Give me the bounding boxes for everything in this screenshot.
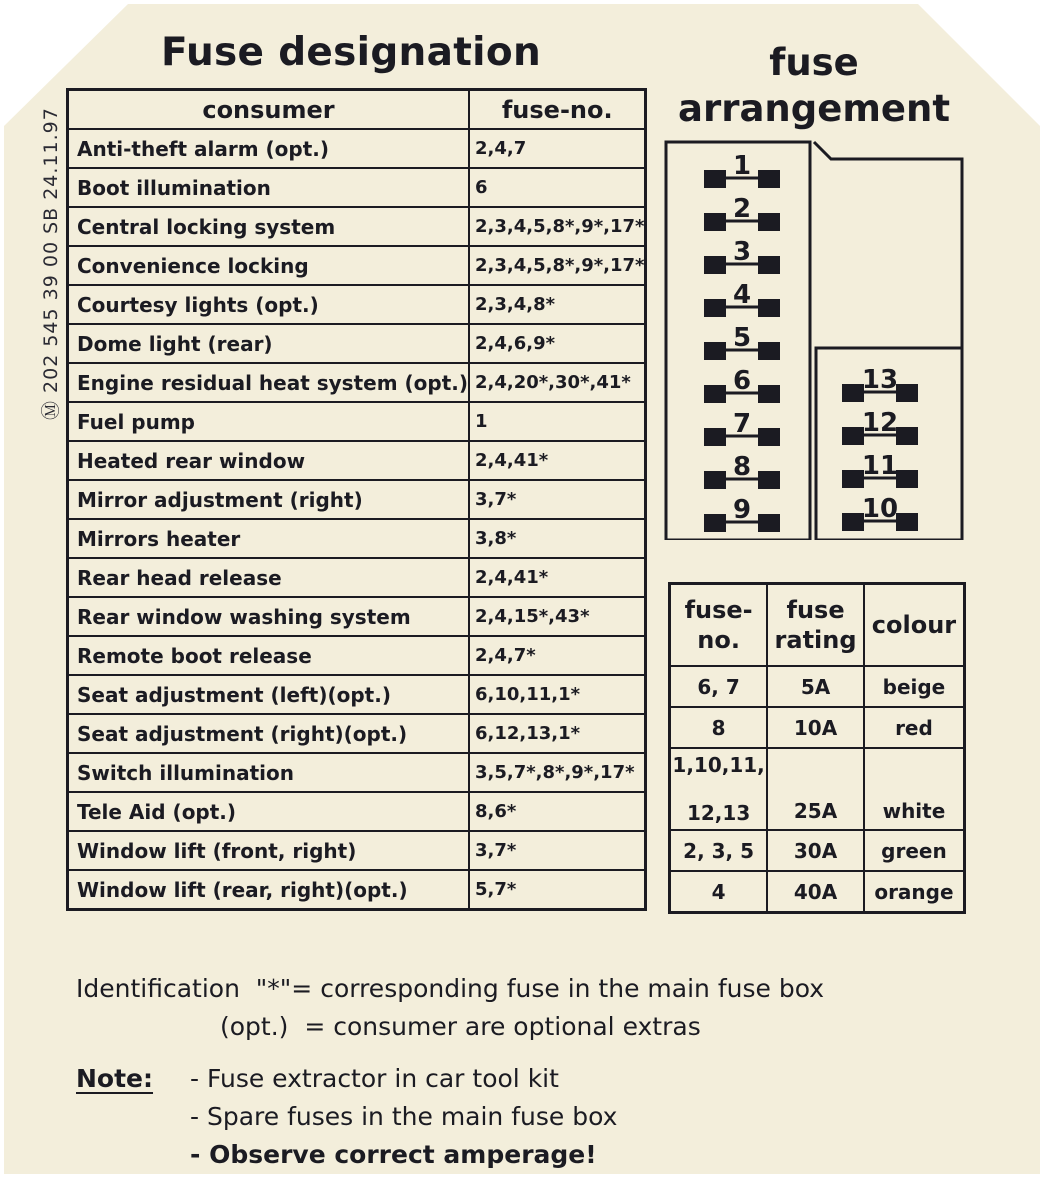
- fuse-slot: [704, 280, 780, 317]
- consumer-cell: Switch illumination: [68, 753, 470, 792]
- table-row: [68, 402, 646, 441]
- table-header-row: [68, 90, 646, 130]
- fuse-terminal-right: [758, 428, 780, 446]
- rating-colour-text: white: [882, 799, 946, 823]
- consumer-cell: Courtesy lights (opt.): [68, 285, 470, 324]
- table-row: [68, 168, 646, 207]
- rating-row: [670, 830, 965, 871]
- rating-fuse-no-header-line-2: no.: [697, 626, 740, 654]
- colour-header: colour: [864, 584, 965, 667]
- table-row: [68, 441, 646, 480]
- colour-cell: beige: [864, 666, 965, 707]
- table-row: [68, 558, 646, 597]
- consumer-cell: Window lift (front, right): [68, 831, 470, 870]
- fuse-slot: [842, 494, 918, 531]
- fuse-number-label: 2: [732, 194, 752, 224]
- consumer-cell: Tele Aid (opt.): [68, 792, 470, 831]
- fuse-terminal-left: [704, 299, 726, 317]
- fuse-slot: [704, 151, 780, 188]
- rating-row: [670, 748, 965, 830]
- fuse-number-label: 13: [861, 365, 899, 395]
- rating-fuse-no-cell: 2, 3, 5: [670, 830, 768, 871]
- note-spare-fuses: - Spare fuses in the main fuse box: [190, 1102, 618, 1131]
- fuse-no-cell: 2,4,15*,43*: [469, 597, 646, 636]
- fuse-slot: [704, 366, 780, 403]
- note-label: Note:: [76, 1064, 154, 1093]
- fuse-number-label: 10: [861, 494, 899, 524]
- fuse-no-cell: 2,4,7: [469, 129, 646, 168]
- fuse-no-cell: 2,4,20*,30*,41*: [469, 363, 646, 402]
- fuse-terminal-right: [758, 385, 780, 403]
- fuse-number-label: 11: [861, 451, 899, 481]
- fuse-terminal-right: [758, 514, 780, 532]
- consumer-cell: Engine residual heat system (opt.): [68, 363, 470, 402]
- fuse-number-label: 12: [861, 408, 899, 438]
- part-number-code: Ⓜ 202 545 39 00 SB 24.11.97: [40, 107, 62, 420]
- note-observe-amperage: - Observe correct amperage!: [190, 1140, 597, 1169]
- fuse-terminal-left: [704, 256, 726, 274]
- consumer-cell: Fuel pump: [68, 402, 470, 441]
- fuse-no-cell: 1: [469, 402, 646, 441]
- fuse-terminal-left: [842, 384, 864, 402]
- fuse-arrangement-diagram: [664, 140, 964, 540]
- consumer-header: consumer: [68, 90, 470, 130]
- fuse-terminal-right: [896, 470, 918, 488]
- table-row: [68, 792, 646, 831]
- identification-legend: Identification "*"= corresponding fuse in the main fuse box: [76, 974, 825, 1003]
- consumer-cell: Central locking system: [68, 207, 470, 246]
- fuse-number-label: 3: [732, 237, 752, 267]
- fuse-slot: [704, 495, 780, 532]
- fuse-rating-header-line-2: rating: [774, 626, 857, 654]
- table-row: [68, 129, 646, 168]
- fuse-terminal-left: [704, 342, 726, 360]
- fuse-terminal-right: [758, 256, 780, 274]
- fuse-terminal-right: [758, 170, 780, 188]
- fuse-number-label: 5: [732, 323, 752, 353]
- fuse-no-cell: 3,7*: [469, 480, 646, 519]
- fuse-slot: [842, 408, 918, 445]
- fuse-no-cell: 6: [469, 168, 646, 207]
- consumer-cell: Anti-theft alarm (opt.): [68, 129, 470, 168]
- fuse-terminal-left: [704, 428, 726, 446]
- fuse-no-cell: 6,10,11,1*: [469, 675, 646, 714]
- fuse-arrangement-title: [664, 40, 964, 132]
- fuse-slot: [704, 452, 780, 489]
- fuse-no-cell: 2,4,7*: [469, 636, 646, 675]
- arrangement-title-line-2: arrangement: [677, 87, 951, 130]
- fuse-no-cell: 2,3,4,8*: [469, 285, 646, 324]
- consumer-cell: Mirror adjustment (right): [68, 480, 470, 519]
- fuse-number-label: 4: [732, 280, 752, 310]
- consumer-cell: Dome light (rear): [68, 324, 470, 363]
- rating-value-cell: 10A: [767, 707, 864, 748]
- table-row: [68, 246, 646, 285]
- note-fuse-extractor: - Fuse extractor in car tool kit: [190, 1064, 559, 1093]
- table-row: [68, 324, 646, 363]
- table-row: [68, 870, 646, 910]
- fuse-number-label: 9: [732, 495, 752, 525]
- fuse-slot: [842, 365, 918, 402]
- fuse-number-label: 6: [732, 366, 752, 396]
- rating-fuse-no-cell: 4: [670, 871, 768, 913]
- fuse-terminal-left: [704, 514, 726, 532]
- rating-fuse-no-header-line-1: fuse-: [684, 596, 753, 624]
- consumer-cell: Seat adjustment (left)(opt.): [68, 675, 470, 714]
- fuse-no-cell: 2,4,41*: [469, 441, 646, 480]
- colour-cell: red: [864, 707, 965, 748]
- rating-row: [670, 871, 965, 913]
- fuse-no-header: fuse-no.: [469, 90, 646, 130]
- rating-value-cell: [767, 748, 864, 830]
- fuse-rating-header-line-1: fuse: [786, 596, 845, 624]
- table-row: [68, 753, 646, 792]
- fuse-terminal-left: [842, 470, 864, 488]
- colour-cell: orange: [864, 871, 965, 913]
- fuse-terminal-left: [704, 385, 726, 403]
- fuse-terminal-right: [758, 213, 780, 231]
- rating-fuse-no-header: [670, 584, 768, 667]
- consumer-cell: Rear window washing system: [68, 597, 470, 636]
- fuse-designation-table: [66, 88, 647, 911]
- consumer-cell: Seat adjustment (right)(opt.): [68, 714, 470, 753]
- fuse-no-cell: 2,3,4,5,8*,9*,17*: [469, 207, 646, 246]
- rating-value-cell: 5A: [767, 666, 864, 707]
- fuse-no-cell: 8,6*: [469, 792, 646, 831]
- table-row: [68, 831, 646, 870]
- colour-cell: green: [864, 830, 965, 871]
- fuse-terminal-right: [896, 513, 918, 531]
- rating-fuse-no-line: 1,10,11,: [672, 753, 765, 777]
- right-upper-frame: [814, 142, 962, 348]
- table-row: [68, 597, 646, 636]
- fuse-no-cell: 3,8*: [469, 519, 646, 558]
- rating-value-cell: 30A: [767, 830, 864, 871]
- optional-legend: (opt.) = consumer are optional extras: [220, 1012, 701, 1041]
- fuse-terminal-left: [704, 170, 726, 188]
- table-row: [68, 207, 646, 246]
- table-row: [68, 363, 646, 402]
- consumer-cell: Window lift (rear, right)(opt.): [68, 870, 470, 910]
- fuse-no-cell: 2,4,41*: [469, 558, 646, 597]
- fuse-no-cell: 3,5,7*,8*,9*,17*: [469, 753, 646, 792]
- rating-row: [670, 666, 965, 707]
- rating-row: [670, 707, 965, 748]
- table-row: [68, 285, 646, 324]
- arrangement-title-line-1: fuse: [769, 41, 859, 84]
- fuse-box-svg: [664, 140, 964, 540]
- table-row: [68, 675, 646, 714]
- rating-header-row: [670, 584, 965, 667]
- consumer-cell: Heated rear window: [68, 441, 470, 480]
- rating-value-cell: 40A: [767, 871, 864, 913]
- rating-rating-text: 25A: [793, 799, 838, 823]
- rating-fuse-no-line: 12,13: [686, 801, 751, 825]
- rating-fuse-no-cell: 8: [670, 707, 768, 748]
- table-row: [68, 714, 646, 753]
- fuse-no-cell: 6,12,13,1*: [469, 714, 646, 753]
- fuse-terminal-left: [704, 471, 726, 489]
- fuse-number-label: 7: [732, 409, 752, 439]
- consumer-cell: Rear head release: [68, 558, 470, 597]
- fuse-designation-title: Fuse designation: [160, 30, 542, 75]
- fuse-no-cell: 2,4,6,9*: [469, 324, 646, 363]
- table-row: [68, 636, 646, 675]
- fuse-terminal-right: [896, 427, 918, 445]
- consumer-cell: Remote boot release: [68, 636, 470, 675]
- consumer-cell: Mirrors heater: [68, 519, 470, 558]
- fuse-terminal-left: [842, 427, 864, 445]
- rating-fuse-no-cell: [670, 748, 768, 830]
- fuse-no-cell: 2,3,4,5,8*,9*,17*: [469, 246, 646, 285]
- rating-fuse-no-cell: 6, 7: [670, 666, 768, 707]
- colour-cell: [864, 748, 965, 830]
- table-row: [68, 519, 646, 558]
- fuse-terminal-right: [758, 342, 780, 360]
- consumer-cell: Boot illumination: [68, 168, 470, 207]
- fuse-terminal-left: [842, 513, 864, 531]
- fuse-slot: [842, 451, 918, 488]
- fuse-slot: [704, 409, 780, 446]
- fuse-slot: [704, 194, 780, 231]
- fuse-no-cell: 3,7*: [469, 831, 646, 870]
- fuse-terminal-right: [758, 299, 780, 317]
- table-row: [68, 480, 646, 519]
- consumer-cell: Convenience locking: [68, 246, 470, 285]
- fuse-slot: [704, 323, 780, 360]
- fuse-slot: [704, 237, 780, 274]
- fuse-terminal-right: [758, 471, 780, 489]
- fuse-number-label: 1: [732, 151, 752, 181]
- fuse-number-label: 8: [732, 452, 752, 482]
- fuse-terminal-right: [896, 384, 918, 402]
- fuse-no-cell: 5,7*: [469, 870, 646, 910]
- fuse-terminal-left: [704, 213, 726, 231]
- fuse-rating-header: [767, 584, 864, 667]
- fuse-rating-table: [668, 582, 966, 914]
